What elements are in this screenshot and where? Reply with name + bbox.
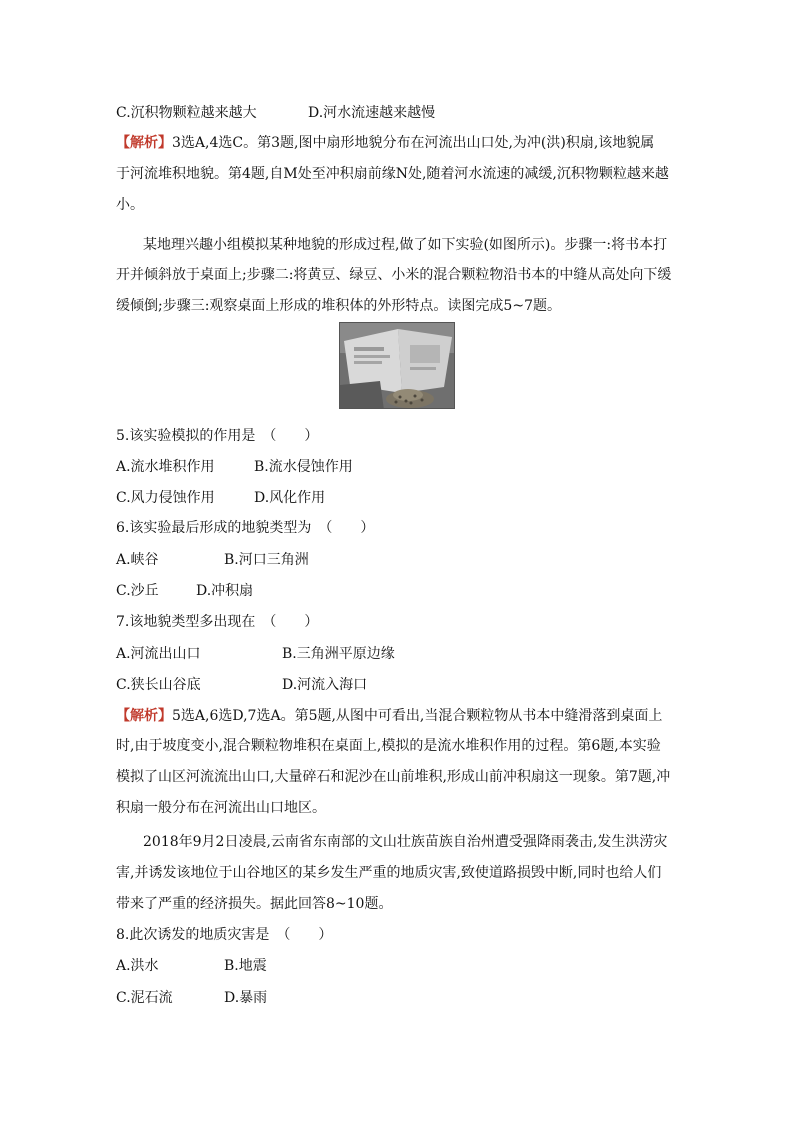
- option-line: [116, 957, 686, 975]
- option-b: B.流水侵蚀作用: [254, 459, 353, 475]
- paragraph-line: 缓倾倒;步骤三:观察桌面上形成的堆积体的外形特点。读图完成5~7题。: [116, 298, 561, 314]
- analysis-line: [116, 134, 686, 152]
- option-c: C.风力侵蚀作用: [116, 490, 215, 506]
- option-d: D.河流入海口: [282, 677, 368, 693]
- option-line: [116, 489, 686, 507]
- analysis-line: 小。: [116, 197, 144, 213]
- analysis-line: 积扇一般分布在河流出山口地区。: [116, 800, 326, 816]
- option-a: A.流水堆积作用: [116, 459, 215, 475]
- option-c: C.沉积物颗粒越来越大: [116, 105, 257, 121]
- paragraph-line: 带来了严重的经济损失。据此回答8~10题。: [116, 896, 393, 912]
- option-line: [116, 989, 686, 1007]
- option-a: A.峡谷: [116, 552, 159, 568]
- option-c: C.沙丘: [116, 583, 159, 599]
- analysis-line: [116, 707, 686, 725]
- option-a: A.洪水: [116, 958, 159, 974]
- option-line: [116, 458, 686, 476]
- paragraph-line: 某地理兴趣小组模拟某种地貌的形成过程,做了如下实验(如图所示)。步骤一:将书本打: [143, 237, 668, 253]
- question-7: 7.该地貌类型多出现在 （ ）: [116, 614, 319, 630]
- option-line: [116, 676, 686, 694]
- analysis-text: 3选A,4选C。第3题,图中扇形地貌分布在河流出山口处,为冲(洪)积扇,该地貌属: [172, 135, 655, 151]
- option-line: [116, 645, 686, 663]
- option-line: [116, 104, 686, 122]
- question-6: 6.该实验最后形成的地貌类型为 （ ）: [116, 520, 375, 536]
- analysis-tag: 【解析】: [116, 708, 172, 724]
- option-b: B.河口三角洲: [224, 552, 309, 568]
- analysis-line: 模拟了山区河流流出山口,大量碎石和泥沙在山前堆积,形成山前冲积扇这一现象。第7题,冲: [116, 769, 671, 785]
- option-d: D.河水流速越来越慢: [308, 105, 436, 121]
- option-c: C.泥石流: [116, 990, 173, 1006]
- option-d: D.风化作用: [254, 490, 326, 506]
- option-b: B.地震: [224, 958, 267, 974]
- paragraph-line: 害,并诱发该地位于山谷地区的某乡发生严重的地质灾害,致使道路损毁中断,同时也给人们: [116, 865, 662, 881]
- option-d: D.暴雨: [224, 990, 268, 1006]
- option-c: C.狭长山谷底: [116, 677, 201, 693]
- option-line: [116, 582, 686, 600]
- question-5: 5.该实验模拟的作用是 （ ）: [116, 428, 319, 444]
- question-8: 8.此次诱发的地质灾害是 （ ）: [116, 927, 333, 943]
- analysis-tag: 【解析】: [116, 135, 172, 151]
- option-line: [116, 551, 686, 569]
- experiment-photo: [339, 322, 455, 409]
- paragraph-line: 2018年9月2日凌晨,云南省东南部的文山壮族苗族自治州遭受强降雨袭击,发生洪涝灾: [143, 834, 668, 850]
- analysis-text: 5选A,6选D,7选A。第5题,从图中可看出,当混合颗粒物从书本中缝滑落到桌面上: [172, 708, 663, 724]
- book-beans-image: [340, 323, 455, 409]
- option-a: A.河流出山口: [116, 646, 201, 662]
- option-b: B.三角洲平原边缘: [282, 646, 395, 662]
- option-d: D.冲积扇: [196, 583, 254, 599]
- analysis-line: 时,由于坡度变小,混合颗粒物堆积在桌面上,模拟的是流水堆积作用的过程。第6题,本实验: [116, 738, 661, 754]
- analysis-line: 于河流堆积地貌。第4题,自M处至冲积扇前缘N处,随着河水流速的减缓,沉积物颗粒越来越: [116, 166, 669, 182]
- paragraph-line: 开并倾斜放于桌面上;步骤二:将黄豆、绿豆、小米的混合颗粒物沿书本的中缝从高处向下缓: [116, 267, 672, 283]
